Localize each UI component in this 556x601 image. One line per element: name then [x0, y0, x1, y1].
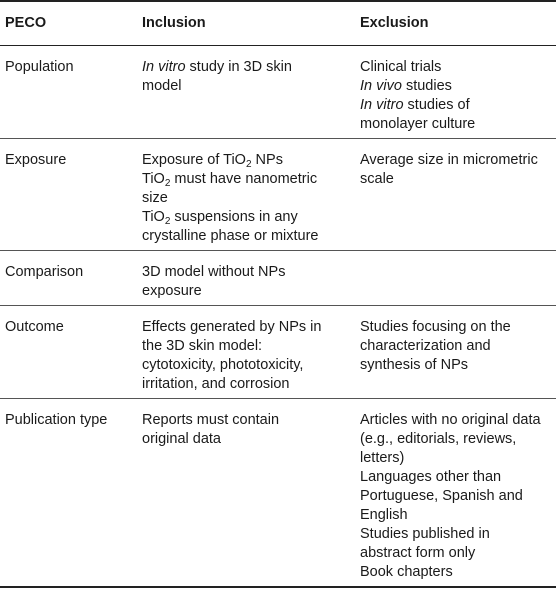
table-row	[0, 250, 556, 305]
cell-exclusion	[360, 398, 556, 587]
table-row	[0, 398, 556, 587]
cell-line: crystalline phase or mixture	[142, 227, 319, 244]
cell-peco: Comparison	[5, 263, 84, 280]
cell-inclusion	[142, 138, 360, 250]
cell-line: characterization and	[360, 337, 491, 354]
cell-line: monolayer culture	[360, 115, 476, 132]
cell-line: In vitro study in 3D skin	[142, 58, 292, 75]
cell-line: irritation, and corrosion	[142, 375, 290, 392]
cell-line: Exposure of TiO$_2$ NPs	[142, 151, 283, 170]
cell-line: letters)	[360, 449, 405, 466]
cell-peco: Population	[5, 58, 74, 75]
cell-exclusion	[360, 138, 556, 250]
cell-exclusion	[360, 305, 556, 398]
table-row	[0, 305, 556, 398]
cell-line: size	[142, 189, 168, 206]
cell-peco: Publication type	[5, 411, 108, 428]
table-body	[0, 45, 556, 587]
header-peco: PECO	[0, 1, 142, 45]
cell-line: English	[360, 506, 408, 523]
cell-line: (e.g., editorials, reviews,	[360, 430, 517, 447]
cell-line: model	[142, 77, 182, 94]
cell-exclusion	[360, 250, 556, 305]
cell-line: Articles with no original data	[360, 411, 541, 428]
table-row	[0, 138, 556, 250]
cell-line: original data	[142, 430, 221, 447]
cell-line: scale	[360, 170, 394, 187]
cell-line: In vitro studies of	[360, 96, 470, 113]
cell-line: Effects generated by NPs in	[142, 318, 322, 335]
cell-line: TiO$_2$ must have nanometric	[142, 170, 318, 189]
header-inclusion: Inclusion	[142, 1, 360, 45]
cell-line: synthesis of NPs	[360, 356, 468, 373]
cell-line: the 3D skin model:	[142, 337, 263, 354]
cell-line: TiO$_2$ suspensions in any	[142, 208, 298, 227]
cell-inclusion	[142, 305, 360, 398]
cell-exclusion	[360, 45, 556, 138]
cell-line: Average size in micrometric	[360, 151, 538, 168]
cell-line: Book chapters	[360, 563, 453, 580]
cell-line: Studies focusing on the	[360, 318, 511, 335]
cell-inclusion	[142, 250, 360, 305]
cell-inclusion	[142, 45, 360, 138]
cell-line: Languages other than	[360, 468, 502, 485]
cell-line: Reports must contain	[142, 411, 280, 428]
cell-peco: Exposure	[5, 151, 67, 168]
header-exclusion: Exclusion	[360, 1, 556, 45]
cell-line: Studies published in	[360, 525, 490, 542]
cell-inclusion	[142, 398, 360, 587]
cell-peco: Outcome	[5, 318, 64, 335]
table-row	[0, 45, 556, 138]
cell-line: Clinical trials	[360, 58, 442, 75]
cell-line: 3D model without NPs	[142, 263, 286, 280]
cell-line: Portuguese, Spanish and	[360, 487, 523, 504]
cell-line: cytotoxicity, phototoxicity,	[142, 356, 304, 373]
cell-line: abstract form only	[360, 544, 476, 561]
header-row	[0, 1, 556, 45]
cell-line: In vivo studies	[360, 77, 452, 94]
cell-line: exposure	[142, 282, 202, 299]
